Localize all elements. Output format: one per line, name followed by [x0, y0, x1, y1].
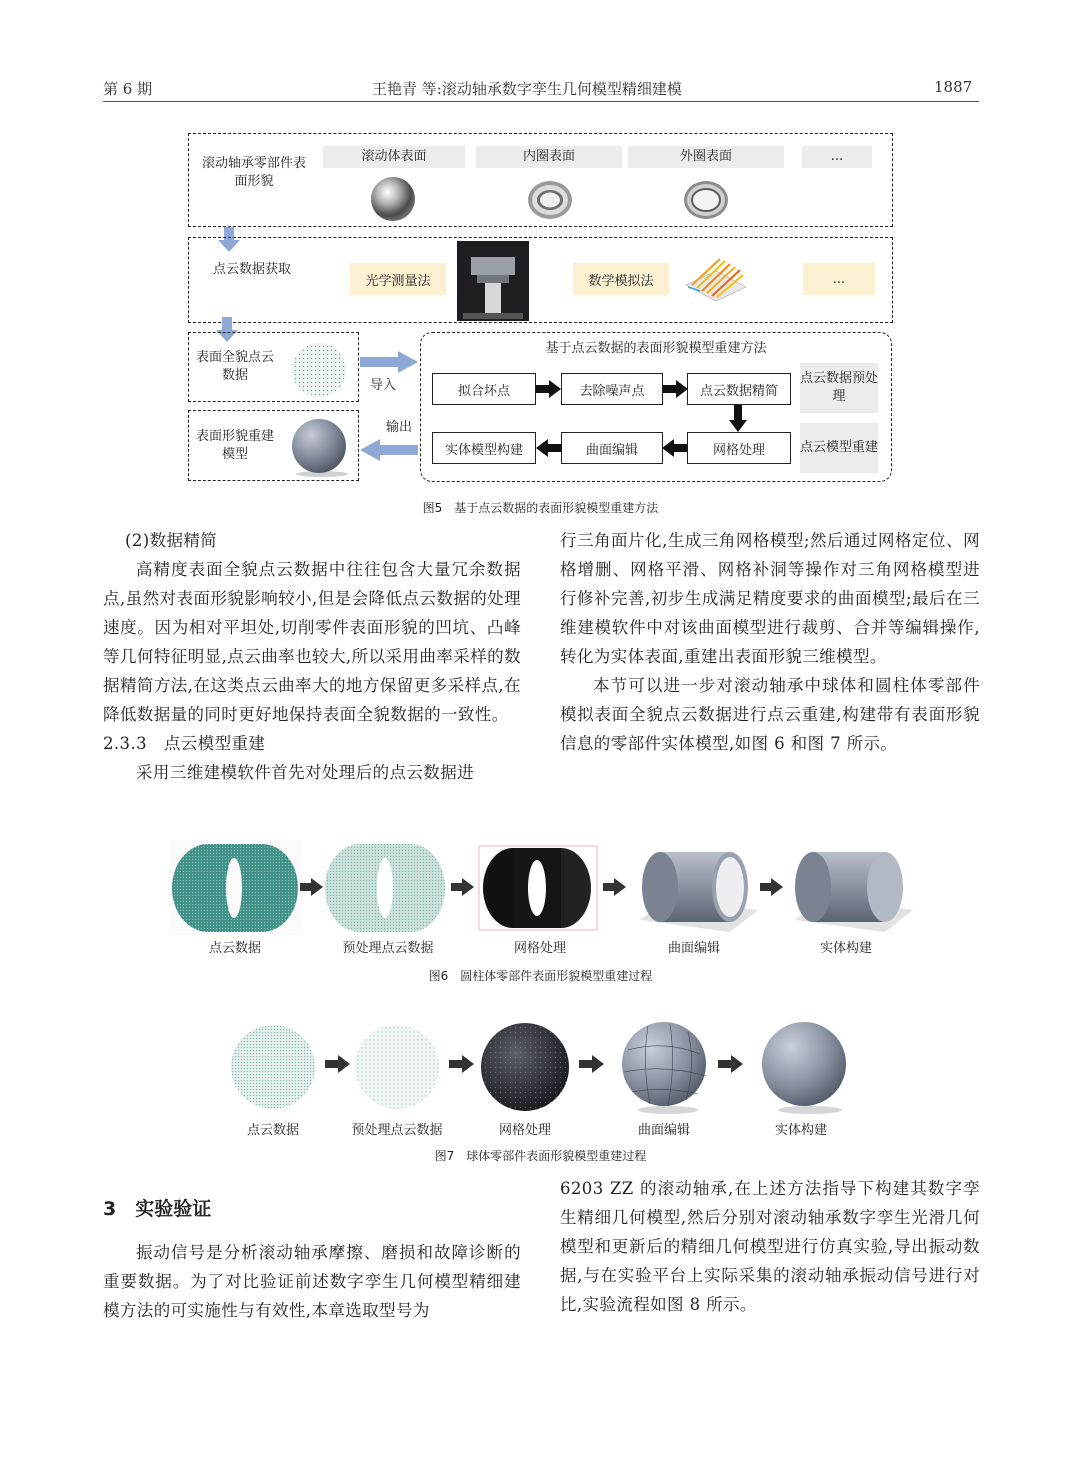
flow-arrow-3	[662, 439, 688, 457]
sphere-solid	[758, 1020, 858, 1116]
solid-sphere-thumb	[286, 416, 352, 478]
step-surface-edit: 曲面编辑	[561, 432, 663, 464]
row2-label: 点云数据获取	[212, 262, 291, 277]
fig7-label-1: 点云数据	[246, 1123, 299, 1138]
cylinder-mesh	[477, 840, 599, 935]
fig7-arrow-1	[325, 1055, 351, 1073]
flow-arrow-4	[536, 439, 562, 457]
figure6-caption: 图6 圆柱体零部件表面形貌模型重建过程	[428, 969, 653, 983]
section3-left-text	[103, 1238, 521, 1325]
sphere-preprocessed	[352, 1022, 442, 1112]
left4-label: 表面形貌重建模型	[195, 429, 274, 462]
header-rule	[103, 101, 979, 102]
measurement-device-photo	[457, 241, 529, 321]
output-arrow	[360, 439, 418, 461]
sphere-mesh	[478, 1020, 572, 1114]
right-column-text	[560, 526, 980, 758]
section-2-3-3: 2.3.3 点云模型重建	[103, 734, 266, 753]
fig7-arrow-4	[718, 1055, 744, 1073]
fig6-label-4: 曲面编辑	[667, 941, 720, 956]
step-fit-bad-points: 拟合坏点	[432, 373, 536, 405]
section-3-heading: 3 实验验证	[103, 1198, 212, 1220]
outer-ring-photo	[681, 178, 731, 222]
left-paragraph-1: 高精度表面全貌点云数据中往往包含大量冗余数据点,虽然对表面形貌影响较小,但是会降低点云数据的处理速度。因为相对平坦处,切削零件表面形貌的凹坑、凸峰等几何特征明显,点云曲率也较大,所以采用曲率采样的数据精简方法,在这类点云曲率大的地方保留更多采样点,在降低数据量的同时更好地保持表面全貌数据的一致性。	[103, 560, 521, 724]
fig7-label-3: 网格处理	[498, 1123, 551, 1138]
fig6-label-5: 实体构建	[819, 941, 872, 956]
step-denoise: 去除噪声点	[561, 373, 663, 405]
figure5-caption: 图5 基于点云数据的表面形貌模型重建方法	[422, 501, 659, 515]
page-number: 1887	[934, 78, 973, 96]
step-solid-model: 实体模型构建	[432, 432, 536, 464]
method-optical: 光学测量法	[350, 263, 446, 295]
subheading-data-simplify: (2)数据精简	[125, 531, 218, 550]
cylinder-point-cloud	[170, 840, 302, 935]
fig6-arrow-1	[300, 878, 324, 896]
method-more: ...	[803, 263, 875, 295]
fig6-arrow-4	[760, 878, 784, 896]
fig6-arrow-3	[603, 878, 627, 896]
item-inner-ring: 内圈表面	[476, 146, 622, 168]
flow-arrow-1	[536, 380, 562, 398]
running-title: 王艳青 等:滚动轴承数字孪生几何模型精细建模	[372, 80, 682, 98]
fig6-label-3: 网格处理	[513, 941, 566, 956]
fig6-label-2: 预处理点云数据	[342, 941, 434, 956]
step-simplify: 点云数据精简	[687, 373, 791, 405]
ball-photo	[368, 175, 418, 223]
left3-label: 表面全貌点云数据	[195, 350, 274, 383]
section3-right-paragraph: 6203 ZZ 的滚动轴承,在上述方法指导下构建其数字孪生精细几何模型,然后分别对滚动轴承数字孪生光滑几何模型和更新后的精细几何模型进行仿真实验,导出振动数据,与在实验平台上实际采集的滚动轴承振动信号进行对比,实验流程如图 8 所示。	[560, 1179, 980, 1314]
flow-arrow-2	[663, 380, 689, 398]
method-simulation: 数学模拟法	[573, 263, 669, 295]
item-outer-ring: 外圈表面	[628, 146, 784, 168]
import-arrow	[360, 351, 418, 373]
fig6-label-1: 点云数据	[208, 941, 261, 956]
group-preprocess: 点云数据预处理	[800, 363, 878, 413]
cylinder-surface	[630, 840, 760, 935]
fig6-arrow-2	[451, 878, 475, 896]
simulated-surface-plot	[680, 245, 750, 309]
cylinder-solid	[785, 840, 915, 935]
fig7-arrow-3	[579, 1055, 605, 1073]
import-label: 导入	[369, 378, 396, 393]
fig7-label-4: 曲面编辑	[637, 1123, 690, 1138]
fig7-label-2: 预处理点云数据	[351, 1123, 443, 1138]
cylinder-preprocessed	[323, 840, 448, 935]
issue-number: 第 6 期	[103, 80, 153, 98]
point-cloud-sphere-thumb	[290, 341, 348, 399]
left-paragraph-2: 采用三维建模软件首先对处理后的点云数据进	[136, 763, 474, 782]
inner-ring-photo	[525, 178, 575, 222]
sphere-point-cloud	[228, 1022, 318, 1112]
row-point-cloud-acquisition	[188, 237, 893, 323]
right-paragraph-1: 行三角面片化,生成三角网格模型;然后通过网格定位、网格增删、网格平滑、网格补洞等操作对三角网格模型进行修补完善,初步生成满足精度要求的曲面模型;最后在三维建模软件中对该曲面模型进行裁剪、合并等编辑操作,转化为实体表面,重建出表面形貌三维模型。	[560, 531, 980, 666]
figure7-caption: 图7 球体零部件表面形貌模型重建过程	[434, 1149, 647, 1163]
item-rolling-element: 滚动体表面	[323, 146, 465, 168]
left-column-text	[103, 526, 521, 787]
item-more: ...	[802, 146, 872, 168]
method-title: 基于点云数据的表面形貌模型重建方法	[545, 341, 767, 356]
figure-5	[188, 133, 893, 483]
section3-left-paragraph: 振动信号是分析滚动轴承摩擦、磨损和故障诊断的重要数据。为了对比验证前述数字孪生几何模型精细建模方法的可实施性与有效性,本章选取型号为	[103, 1243, 521, 1320]
figure-7	[228, 1020, 858, 1120]
right-paragraph-2: 本节可以进一步对滚动轴承中球体和圆柱体零部件模拟表面全貌点云数据进行点云重建,构建带有表面形貌信息的零部件实体模型,如图 6 和图 7 所示。	[560, 676, 980, 753]
step-mesh: 网格处理	[687, 432, 791, 464]
fig7-arrow-2	[449, 1055, 475, 1073]
row1-label: 滚动轴承零部件表面形貌	[202, 156, 307, 189]
flow-arrow-down	[729, 405, 747, 433]
group-reconstruct: 点云模型重建	[800, 423, 878, 473]
section3-right-text	[560, 1174, 980, 1319]
output-label: 输出	[385, 420, 412, 435]
fig7-label-5: 实体构建	[774, 1123, 827, 1138]
sphere-surface	[618, 1020, 714, 1116]
